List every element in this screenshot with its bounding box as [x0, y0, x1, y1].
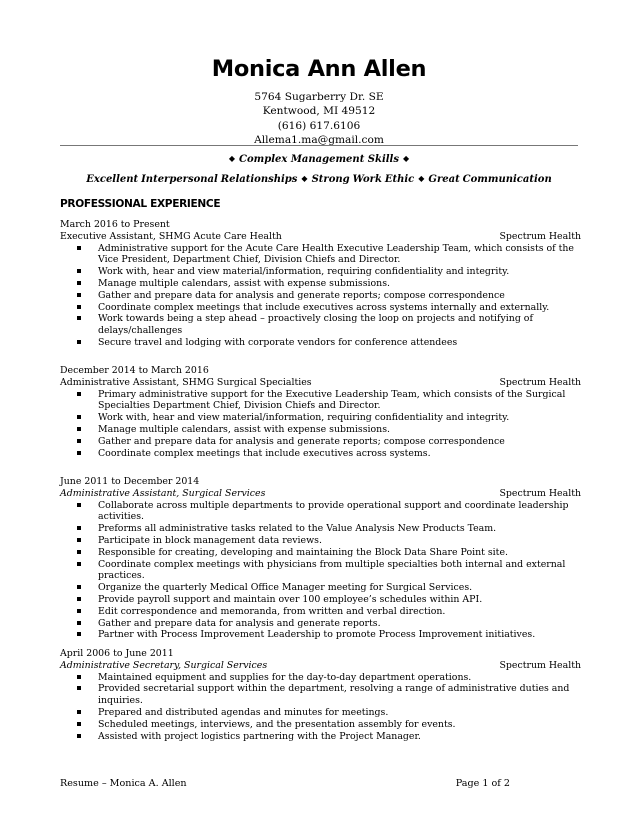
bullet-icon: [77, 503, 81, 507]
bullet-text: Maintained equipment and supplies for the day-to-day department operations.: [98, 671, 472, 683]
bullet-icon: [77, 269, 81, 273]
bullet-item: [60, 535, 581, 547]
skill-item: Great Communication: [428, 174, 552, 185]
bullet-text: Collaborate across multiple departments to provide operational support and coordinate leadership activities.: [98, 499, 569, 523]
bullet-text: Edit correspondence and memoranda, from written and verbal direction.: [98, 605, 446, 617]
bullet-item: [60, 313, 581, 337]
bullet-text: Scheduled meetings, interviews, and the presentation assembly for events.: [98, 718, 456, 730]
bullet-icon: [77, 621, 81, 625]
bullet-item: [60, 448, 581, 460]
skills-line-1: [0, 154, 638, 165]
job-bullets: [60, 243, 581, 349]
job-title: Administrative Assistant, Surgical Services: [60, 487, 266, 499]
bullet-icon: [77, 340, 81, 344]
bullet-text: Work towards being a step ahead – proactively closing the loop on projects and notifying of delays/challenges: [98, 313, 533, 337]
skills-line-2: [0, 174, 638, 185]
bullet-text: Coordinate complex meetings that include executives across systems.: [98, 447, 431, 459]
bullet-item: [60, 707, 581, 719]
bullet-text: Manage multiple calendars, assist with expense submissions.: [98, 277, 391, 289]
bullet-item: [60, 523, 581, 535]
bullet-text: Manage multiple calendars, assist with expense submissions.: [98, 423, 391, 435]
phone-line: (616) 617.6106: [277, 119, 361, 132]
bullet-text: Work with, hear and view material/information, requiring confidentiality and integrity.: [98, 266, 510, 278]
bullet-text: Primary administrative support for the Executive Leadership Team, which consists of the Surgical Specialties Department Chief, Division Chiefs and Director.: [98, 388, 566, 412]
candidate-name: Monica Ann Allen: [211, 56, 427, 82]
bullet-icon: [77, 439, 81, 443]
bullet-icon: [77, 305, 81, 309]
footer-left: Resume – Monica A. Allen: [60, 778, 187, 789]
bullet-item: [60, 337, 581, 349]
job-bullets: [60, 500, 581, 642]
bullet-icon: [77, 609, 81, 613]
bullet-item: [60, 424, 581, 436]
header-divider: [60, 145, 578, 146]
skill-item: Excellent Interpersonal Relationships: [86, 174, 298, 185]
job-title: Administrative Assistant, SHMG Surgical Specialties: [60, 376, 312, 388]
bullet-icon: [77, 316, 81, 320]
bullet-item: [60, 436, 581, 448]
bullet-text: Organize the quarterly Medical Office Manager meeting for Surgical Services.: [98, 582, 473, 594]
job-title: Executive Assistant, SHMG Acute Care Health: [60, 230, 282, 242]
bullet-item: [60, 500, 581, 524]
bullet-icon: [77, 451, 81, 455]
bullet-item: [60, 290, 581, 302]
job-bullets: [60, 672, 581, 743]
bullet-text: Prepared and distributed agendas and minutes for meetings.: [98, 706, 389, 718]
diamond-icon: ◆: [228, 153, 236, 163]
bullet-text: Responsible for creating, developing and maintaining the Block Data Share Point site.: [98, 546, 508, 558]
bullet-item: [60, 606, 581, 618]
job-employer: Spectrum Health: [499, 230, 581, 242]
bullet-icon: [77, 293, 81, 297]
bullet-text: Administrative support for the Acute Care Health Executive Leadership Team, which consists of the Vice President, Department Chief, Division Chiefs and Director.: [98, 242, 574, 266]
bullet-icon: [77, 710, 81, 714]
job-entry: [60, 648, 581, 742]
bullet-icon: [77, 538, 81, 542]
skill-item: Complex Management Skills: [239, 154, 399, 165]
bullet-item: [60, 389, 581, 413]
bullet-item: [60, 672, 581, 684]
job-title-line: [60, 660, 581, 672]
bullet-icon: [77, 392, 81, 396]
bullet-icon: [77, 550, 81, 554]
bullet-text: Gather and prepare data for analysis and generate reports; compose correspondence: [98, 289, 505, 301]
bullet-item: [60, 412, 581, 424]
skill-item: Strong Work Ethic: [311, 174, 415, 185]
bullet-item: [60, 266, 581, 278]
job-dates: March 2016 to Present: [60, 219, 170, 230]
bullet-icon: [77, 632, 81, 636]
bullet-icon: [77, 734, 81, 738]
diamond-icon: ◆: [301, 173, 308, 183]
bullet-item: [60, 731, 581, 743]
bullet-icon: [77, 415, 81, 419]
bullet-text: Assisted with project logistics partnering with the Project Manager.: [98, 730, 421, 742]
bullet-item: [60, 582, 581, 594]
bullet-text: Coordinate complex meetings that include executives across systems internally and externally.: [98, 301, 550, 313]
job-dates: December 2014 to March 2016: [60, 365, 209, 376]
bullet-icon: [77, 562, 81, 566]
bullet-icon: [77, 427, 81, 431]
bullet-text: Gather and prepare data for analysis and generate reports; compose correspondence: [98, 435, 505, 447]
contact-block: [0, 90, 638, 148]
bullet-icon: [77, 675, 81, 679]
diamond-icon: ◆: [402, 153, 410, 163]
bullet-icon: [77, 526, 81, 530]
job-title-line: [60, 377, 581, 389]
bullet-item: [60, 629, 581, 641]
job-title: Administrative Secretary, Surgical Services: [60, 659, 268, 671]
job-employer: Spectrum Health: [499, 487, 581, 499]
bullet-item: [60, 719, 581, 731]
bullet-text: Gather and prepare data for analysis and generate reports.: [98, 617, 381, 629]
bullet-icon: [77, 281, 81, 285]
job-entry: [60, 476, 581, 641]
bullet-icon: [77, 686, 81, 690]
bullet-icon: [77, 246, 81, 250]
job-title-line: [60, 231, 581, 243]
bullet-text: Participate in block management data reviews.: [98, 534, 322, 546]
bullet-item: [60, 618, 581, 630]
job-dates: June 2011 to December 2014: [60, 476, 200, 487]
bullet-item: [60, 559, 581, 583]
bullet-item: [60, 547, 581, 559]
bullet-text: Work with, hear and view material/information, requiring confidentiality and integrity.: [98, 412, 510, 424]
bullet-item: [60, 243, 581, 267]
diamond-icon: ◆: [418, 173, 425, 183]
bullet-icon: [77, 722, 81, 726]
email-line: Allema1.ma@gmail.com: [254, 134, 384, 147]
bullet-text: Preforms all administrative tasks related to the Value Analysis New Products Team.: [98, 523, 497, 535]
job-bullets: [60, 389, 581, 460]
bullet-text: Partner with Process Improvement Leadership to promote Process Improvement initiatives.: [98, 629, 536, 641]
bullet-item: [60, 683, 581, 707]
bullet-item: [60, 278, 581, 290]
address-line: 5764 Sugarberry Dr. SE: [254, 91, 384, 103]
city-line: Kentwood, MI 49512: [262, 105, 376, 118]
bullet-text: Provide payroll support and maintain over 100 employee’s schedules within API.: [98, 593, 483, 605]
footer-page-number: Page 1 of 2: [455, 778, 510, 789]
bullet-icon: [77, 597, 81, 601]
bullet-text: Provided secretarial support within the department, resolving a range of administrative duties and inquiries.: [98, 683, 570, 707]
job-entry: [60, 219, 581, 349]
bullet-text: Coordinate complex meetings with physicians from multiple specialties both internal and external practices.: [98, 558, 566, 582]
job-title-line: [60, 488, 581, 500]
bullet-icon: [77, 585, 81, 589]
job-dates: April 2006 to June 2011: [60, 648, 174, 659]
section-title: PROFESSIONAL EXPERIENCE: [60, 198, 221, 210]
job-entry: [60, 365, 581, 459]
job-employer: Spectrum Health: [499, 376, 581, 388]
bullet-text: Secure travel and lodging with corporate vendors for conference attendees: [98, 336, 458, 348]
job-employer: Spectrum Health: [499, 659, 581, 671]
bullet-item: [60, 594, 581, 606]
bullet-item: [60, 302, 581, 314]
